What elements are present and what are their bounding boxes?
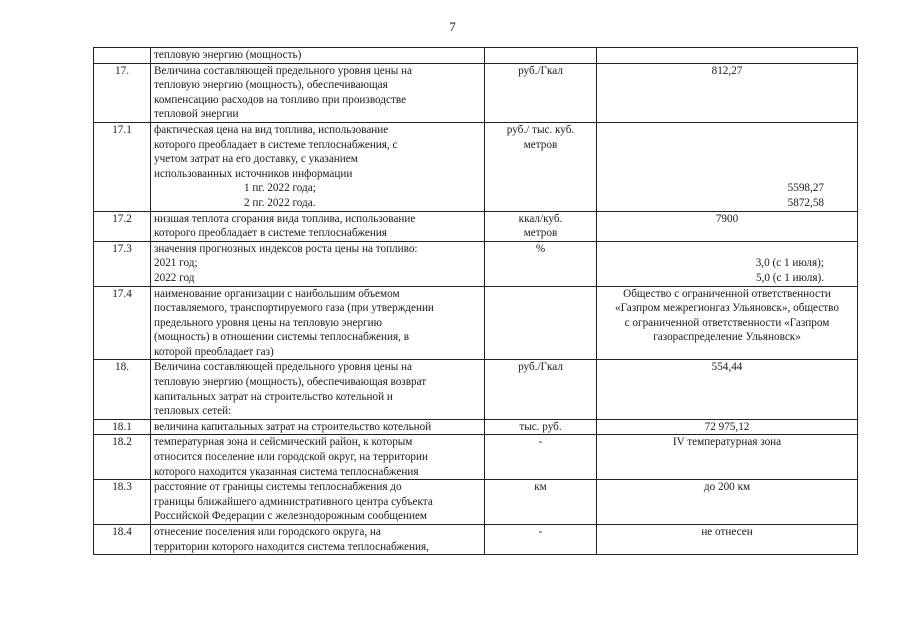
row-value: до 200 км (597, 480, 858, 525)
row-description: величина капитальных затрат на строительство котельной (151, 419, 485, 435)
row-number (94, 48, 151, 64)
row-unit: - (485, 525, 597, 555)
row-value (597, 48, 858, 64)
table-row (94, 286, 858, 360)
row-number: 18.3 (94, 480, 151, 525)
row-value: IV температурная зона (597, 435, 858, 480)
row-description: температурная зона и сейсмический район, к которым относится поселение или городской округ, на территории которого находится указанная система теплоснабжения (151, 435, 485, 480)
row-unit (485, 286, 597, 360)
row-number: 17.1 (94, 122, 151, 211)
row-unit: - (485, 435, 597, 480)
row-value: 5598,27 5872,58 (597, 122, 858, 211)
row-unit: % (485, 241, 597, 286)
row-description: отнесение поселения или городского округа, на территории которого находится система теплоснабжения, (151, 525, 485, 555)
tariff-table (93, 47, 858, 555)
table-row (94, 525, 858, 555)
row-number: 18. (94, 360, 151, 419)
row-number: 17.3 (94, 241, 151, 286)
row-value: 554,44 (597, 360, 858, 419)
row-number: 18.2 (94, 435, 151, 480)
row-unit (485, 48, 597, 64)
row-value: 7900 (597, 211, 858, 241)
table-row (94, 122, 858, 211)
table-row (94, 63, 858, 122)
row-value: 3,0 (с 1 июля); 5,0 (с 1 июля). (597, 241, 858, 286)
row-value: 812,27 (597, 63, 858, 122)
row-number: 17.2 (94, 211, 151, 241)
row-unit: руб./Гкал (485, 360, 597, 419)
row-unit: руб./ тыс. куб. метров (485, 122, 597, 211)
table-row (94, 48, 858, 64)
row-unit: тыс. руб. (485, 419, 597, 435)
row-description: расстояние от границы системы теплоснабжения до границы ближайшего административного центра субъекта Российской Федерации с железнодорожным сообщением (151, 480, 485, 525)
row-description: тепловую энергию (мощность) (151, 48, 485, 64)
row-number: 17.4 (94, 286, 151, 360)
row-unit: ккал/куб. метров (485, 211, 597, 241)
table-row (94, 211, 858, 241)
row-value: Общество с ограниченной ответственности «Газпром межрегионгаз Ульяновск», общество с ограниченной ответственности «Газпром газораспределение Ульяновск» (597, 286, 858, 360)
row-unit: руб./Гкал (485, 63, 597, 122)
row-description: значения прогнозных индексов роста цены на топливо: 2021 год; 2022 год (151, 241, 485, 286)
row-value: 72 975,12 (597, 419, 858, 435)
row-number: 18.1 (94, 419, 151, 435)
row-number: 17. (94, 63, 151, 122)
row-description: фактическая цена на вид топлива, использование которого преобладает в системе теплоснабжения, с учетом затрат на его доставку, с указанием использованных источников информации 1 пг. 2022 года; 2 пг. 2022 года. (151, 122, 485, 211)
table-row (94, 360, 858, 419)
row-description: Величина составляющей предельного уровня цены на тепловую энергию (мощность), обеспечивающая возврат капитальных затрат на строительство котельной и тепловых сетей: (151, 360, 485, 419)
row-unit: км (485, 480, 597, 525)
table-row (94, 435, 858, 480)
table-row (94, 419, 858, 435)
table-row (94, 480, 858, 525)
row-number: 18.4 (94, 525, 151, 555)
page-number: 7 (449, 19, 456, 34)
row-description: низшая теплота сгорания вида топлива, использование которого преобладает в системе теплоснабжения (151, 211, 485, 241)
row-value: не отнесен (597, 525, 858, 555)
row-description: наименование организации с наибольшим объемом поставляемого, транспортируемого газа (при утверждении предельного уровня цены на тепловую энергию (мощность) в отношении системы теплоснабжения, в которой преобладает газ) (151, 286, 485, 360)
row-description: Величина составляющей предельного уровня цены на тепловую энергию (мощность), обеспечивающая компенсацию расходов на топливо при производстве тепловой энергии (151, 63, 485, 122)
table-row (94, 241, 858, 286)
